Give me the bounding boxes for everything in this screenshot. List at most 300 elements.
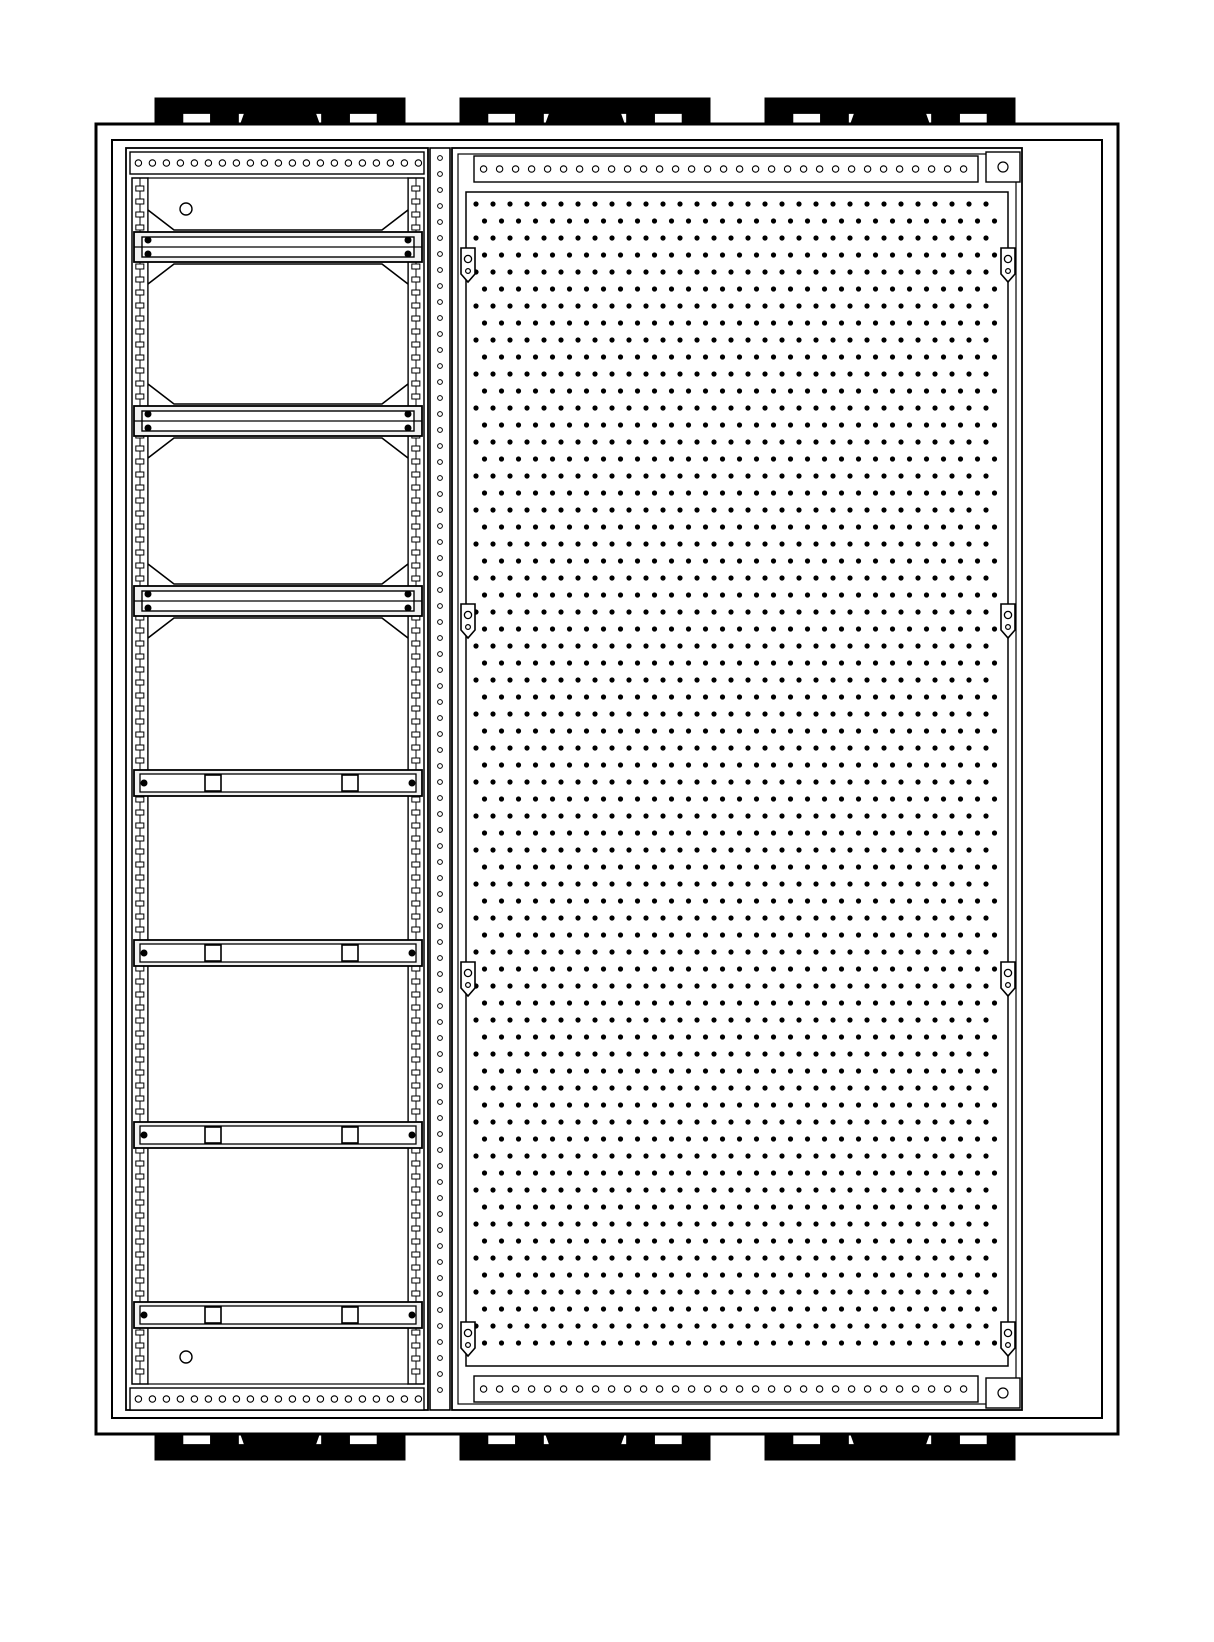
- rack-rail-right-hole: [412, 1278, 420, 1283]
- rack-top-hole-strip-hole: [401, 160, 407, 166]
- rack-rail-left-hole: [136, 693, 144, 698]
- divider-hole: [438, 1100, 443, 1105]
- divider-hole: [438, 572, 443, 577]
- rack-rail-right-hole: [412, 875, 420, 880]
- rack-rail-left-hole: [136, 1096, 144, 1101]
- divider-hole: [438, 284, 443, 289]
- vent-door-bottom-hole-strip-hole: [736, 1386, 742, 1392]
- rack-rail-left-hole: [136, 381, 144, 386]
- divider-hole: [438, 1084, 443, 1089]
- rack-rail-left-hole: [136, 1161, 144, 1166]
- divider-hole: [438, 652, 443, 657]
- divider-hole: [438, 380, 443, 385]
- rack-rail-left-hole: [136, 862, 144, 867]
- rack-rail-right-hole: [412, 329, 420, 334]
- rack-rail-right-hole: [412, 1187, 420, 1192]
- rack-rail-left-hole: [136, 1070, 144, 1075]
- divider-hole: [438, 988, 443, 993]
- panel-screw: [409, 780, 415, 786]
- rack-rail-left-hole: [136, 277, 144, 282]
- rack-rail-right-hole: [412, 628, 420, 633]
- rack-rail-right-hole: [412, 303, 420, 308]
- rack-rail-right-hole: [412, 1109, 420, 1114]
- divider-hole: [438, 924, 443, 929]
- shelf-screw: [405, 591, 411, 597]
- rack-rail-right-hole: [412, 1161, 420, 1166]
- rack-rail-left-hole: [136, 368, 144, 373]
- panel-tab-square-1: [205, 1307, 221, 1323]
- perforation-field-outline: [466, 192, 1008, 1366]
- divider-hole: [438, 876, 443, 881]
- divider-hole: [438, 620, 443, 625]
- rack-top-hole-strip-hole: [163, 160, 169, 166]
- rack-rail-left-hole: [136, 797, 144, 802]
- door-hinge-right-2-pin: [1004, 611, 1011, 618]
- rack-rail-left-hole: [136, 459, 144, 464]
- rack-bottom-hole-strip-hole: [331, 1396, 337, 1402]
- blank-panel-inset: [140, 1126, 416, 1144]
- rack-rail-right-hole: [412, 368, 420, 373]
- divider-hole: [438, 300, 443, 305]
- rack-rail-left-hole: [136, 472, 144, 477]
- divider-hole: [438, 1340, 443, 1345]
- rack-rail-left-hole: [136, 1057, 144, 1062]
- rack-rail-left-hole: [136, 823, 144, 828]
- divider-hole: [438, 252, 443, 257]
- rack-top-hole-strip-hole: [275, 160, 281, 166]
- shelf-screw: [405, 605, 411, 611]
- rack-rail-right-hole: [412, 745, 420, 750]
- vent-door-bottom-hole-strip-hole: [928, 1386, 934, 1392]
- rack-rail-right-hole: [412, 446, 420, 451]
- divider-hole: [438, 172, 443, 177]
- rack-bottom-hole-strip-hole: [191, 1396, 197, 1402]
- rack-top-hole-strip-hole: [247, 160, 253, 166]
- panel-tab-square-2: [342, 1307, 358, 1323]
- divider-hole: [438, 972, 443, 977]
- vent-door-bottom-hole-strip-hole: [688, 1386, 694, 1392]
- vent-door-bottom-hole-strip-hole: [544, 1386, 550, 1392]
- rack-rail-left-hole: [136, 810, 144, 815]
- vent-door-bottom-hole-strip-hole: [864, 1386, 870, 1392]
- rack-rail-right-hole: [412, 1252, 420, 1257]
- divider-hole: [438, 844, 443, 849]
- vent-door-top-hole-strip-hole: [928, 166, 934, 172]
- rack-rail-left-hole: [136, 680, 144, 685]
- divider-hole: [438, 508, 443, 513]
- rack-rail-left-hole: [136, 524, 144, 529]
- shelf-5: [134, 940, 422, 966]
- shelf-screw: [145, 425, 151, 431]
- panel-tab-square-1: [205, 945, 221, 961]
- corner-block-hole: [998, 1388, 1008, 1398]
- perforated-vent-door: [452, 148, 1022, 1410]
- rack-bottom-hole-strip-hole: [359, 1396, 365, 1402]
- rack-rail-right-hole: [412, 524, 420, 529]
- vent-door-bottom-hole-strip-hole: [768, 1386, 774, 1392]
- rack-rail-right-hole: [412, 459, 420, 464]
- door-hinge-right-4-screw: [1006, 1343, 1011, 1348]
- bay-screw-hole-2: [180, 1351, 192, 1363]
- rack-bottom-hole-strip-hole: [205, 1396, 211, 1402]
- rack-rail-left-hole: [136, 1356, 144, 1361]
- rack-rail-left-hole: [136, 394, 144, 399]
- rack-rail-left-hole: [136, 1226, 144, 1231]
- rack-rail-right-hole: [412, 667, 420, 672]
- rack-rail-left-hole: [136, 1291, 144, 1296]
- rack-bottom-hole-strip-hole: [373, 1396, 379, 1402]
- rack-rail-right-hole: [412, 1070, 420, 1075]
- rack-rail-right-hole: [412, 1083, 420, 1088]
- rack-rail-left-hole: [136, 706, 144, 711]
- vent-door-bottom-hole-strip-hole: [608, 1386, 614, 1392]
- divider-hole: [438, 1052, 443, 1057]
- center-divider-column: [430, 148, 450, 1410]
- rack-rail-right-hole: [412, 888, 420, 893]
- door-hinge-left-1-pin: [464, 255, 471, 262]
- rack-rail-right-hole: [412, 290, 420, 295]
- rack-rail-right-hole: [412, 212, 420, 217]
- divider-hole: [438, 364, 443, 369]
- divider-hole: [438, 460, 443, 465]
- divider-hole: [438, 812, 443, 817]
- rack-rail-left-hole: [136, 875, 144, 880]
- rack-rail-left-hole: [136, 654, 144, 659]
- door-hinge-left-4: [461, 1322, 475, 1356]
- divider-hole: [438, 700, 443, 705]
- rack-rail-right-hole: [412, 225, 420, 230]
- vent-door-top-hole-strip-hole: [608, 166, 614, 172]
- rack-rail-right-hole: [412, 342, 420, 347]
- divider-hole: [438, 892, 443, 897]
- vent-door-top-hole-strip-hole: [880, 166, 886, 172]
- rack-rail-left-hole: [136, 1369, 144, 1374]
- shelf-4: [134, 770, 422, 796]
- door-hinge-right-1-pin: [1004, 255, 1011, 262]
- vent-door-bottom-hole-strip-hole: [592, 1386, 598, 1392]
- rack-rail-right-hole: [412, 1369, 420, 1374]
- rack-bottom-hole-strip-hole: [345, 1396, 351, 1402]
- rack-rail-left-hole: [136, 1031, 144, 1036]
- rack-top-hole-strip-hole: [373, 160, 379, 166]
- rack-bottom-hole-strip-hole: [303, 1396, 309, 1402]
- shelf-screw: [145, 591, 151, 597]
- door-hinge-right-3: [1001, 962, 1015, 996]
- vent-door-top-hole-strip-hole: [752, 166, 758, 172]
- vent-door-top-hole-strip-hole: [688, 166, 694, 172]
- rack-rail-right-hole: [412, 537, 420, 542]
- rack-rail-right-hole: [412, 836, 420, 841]
- divider-hole: [438, 1260, 443, 1265]
- vent-door-bottom-hole-strip-hole: [720, 1386, 726, 1392]
- rack-rail-left-hole: [136, 199, 144, 204]
- rack-rail-left-hole: [136, 1252, 144, 1257]
- door-hinge-left-3-pin: [464, 969, 471, 976]
- vent-door-bottom-hole-strip-hole: [480, 1386, 486, 1392]
- divider-hole: [438, 764, 443, 769]
- blank-panel-inset: [140, 774, 416, 792]
- divider-hole: [438, 716, 443, 721]
- rack-rail-right-hole: [412, 316, 420, 321]
- door-hinge-left-2: [461, 604, 475, 638]
- shelf-screw: [405, 411, 411, 417]
- divider-hole: [438, 860, 443, 865]
- rack-rail-right-hole: [412, 381, 420, 386]
- rack-rail-right-hole: [412, 355, 420, 360]
- divider-hole: [438, 524, 443, 529]
- rack-top-hole-strip-hole: [135, 160, 141, 166]
- shelf-screw: [405, 237, 411, 243]
- rack-rail-left-hole: [136, 1109, 144, 1114]
- vent-door-bottom-hole-strip-hole: [816, 1386, 822, 1392]
- vent-door-top-hole-strip-hole: [528, 166, 534, 172]
- vent-door-top-hole-strip-hole: [800, 166, 806, 172]
- top-bracket-hump-2: [545, 98, 625, 126]
- divider-hole: [438, 348, 443, 353]
- vent-door-top-hole-strip-hole: [816, 166, 822, 172]
- rack-rail-left-hole: [136, 563, 144, 568]
- vent-door-top-hole-strip-hole: [720, 166, 726, 172]
- divider-hole: [438, 1132, 443, 1137]
- divider-hole: [438, 1388, 443, 1393]
- rack-rail-right-hole: [412, 758, 420, 763]
- rack-rail-right-hole: [412, 732, 420, 737]
- bottom-bracket-hump-2: [545, 1432, 625, 1460]
- rack-rail-left-hole: [136, 1083, 144, 1088]
- rack-rail-right-hole: [412, 1330, 420, 1335]
- rack-rail-left-hole: [136, 732, 144, 737]
- corner-block-hole: [998, 162, 1008, 172]
- vent-door-top-hole-strip-hole: [640, 166, 646, 172]
- blank-panel-inset: [140, 944, 416, 962]
- divider-hole: [438, 492, 443, 497]
- divider-hole: [438, 1372, 443, 1377]
- vent-door-bottom-hole-strip-hole: [784, 1386, 790, 1392]
- rack-rail-left-hole: [136, 901, 144, 906]
- divider-hole: [438, 316, 443, 321]
- rack-rail-right-hole: [412, 797, 420, 802]
- rack-rail-right-hole: [412, 914, 420, 919]
- rack-rail-right-hole: [412, 1291, 420, 1296]
- rack-bottom-hole-strip-hole: [219, 1396, 225, 1402]
- door-hinge-right-2: [1001, 604, 1015, 638]
- rack-rail-left-hole: [136, 758, 144, 763]
- vent-door-bottom-hole-strip-hole: [752, 1386, 758, 1392]
- divider-hole: [438, 748, 443, 753]
- rack-rail-left-hole: [136, 537, 144, 542]
- vent-door-top-hole-strip-hole: [544, 166, 550, 172]
- rack-rail-right-hole: [412, 1200, 420, 1205]
- panel-screw: [409, 950, 415, 956]
- rack-rail-left-hole: [136, 745, 144, 750]
- rack-rail-right-hole: [412, 1343, 420, 1348]
- rack-top-hole-strip-hole: [317, 160, 323, 166]
- rack-rail-left-hole: [136, 1343, 144, 1348]
- rack-rail-left-hole: [136, 641, 144, 646]
- rack-rail-left-hole: [136, 1239, 144, 1244]
- rack-bottom-hole-strip-hole: [289, 1396, 295, 1402]
- vent-door-bottom-hole-strip-hole: [672, 1386, 678, 1392]
- panel-screw: [141, 780, 147, 786]
- rack-rail-left-hole: [136, 1005, 144, 1010]
- panel-screw: [141, 1312, 147, 1318]
- panel-screw: [141, 950, 147, 956]
- rack-top-hole-strip-hole: [177, 160, 183, 166]
- rack-rail-left-hole: [136, 576, 144, 581]
- divider-hole: [438, 396, 443, 401]
- divider-hole: [438, 956, 443, 961]
- divider-hole: [438, 540, 443, 545]
- divider-hole: [438, 1276, 443, 1281]
- equipment-rack-bay: [126, 148, 428, 1410]
- rack-rail-left-hole: [136, 836, 144, 841]
- vent-door-bottom-hole-strip-hole: [960, 1386, 966, 1392]
- rack-rail-right-hole: [412, 901, 420, 906]
- rack-rail-right-hole: [412, 1226, 420, 1231]
- panel-screw: [141, 1132, 147, 1138]
- rack-rail-left-hole: [136, 1044, 144, 1049]
- vent-door-bottom-hole-strip-hole: [832, 1386, 838, 1392]
- rack-rail-right-hole: [412, 1356, 420, 1361]
- blank-panel-inset: [140, 1306, 416, 1324]
- shelf-screw: [145, 411, 151, 417]
- rack-rail-left-hole: [136, 1265, 144, 1270]
- divider-hole: [438, 412, 443, 417]
- rack-top-hole-strip-hole: [191, 160, 197, 166]
- rack-rail-left-hole: [136, 1213, 144, 1218]
- rack-rail-right-hole: [412, 719, 420, 724]
- rack-top-hole-strip-hole: [149, 160, 155, 166]
- panel-screw: [409, 1312, 415, 1318]
- rack-rail-left-hole: [136, 1174, 144, 1179]
- rack-rail-right-hole: [412, 498, 420, 503]
- rack-bottom-hole-strip-hole: [149, 1396, 155, 1402]
- vent-door-top-hole-strip-hole: [784, 166, 790, 172]
- door-hinge-left-2-screw: [466, 625, 471, 630]
- rack-rail-left-hole: [136, 355, 144, 360]
- divider-hole: [438, 444, 443, 449]
- divider-hole: [438, 780, 443, 785]
- divider-hole: [438, 188, 443, 193]
- rack-rail-left-hole: [136, 303, 144, 308]
- divider-hole: [438, 1356, 443, 1361]
- door-hinge-left-3-screw: [466, 983, 471, 988]
- vent-door-top-hole-strip-hole: [560, 166, 566, 172]
- door-hinge-right-4: [1001, 1322, 1015, 1356]
- rack-rail-right-hole: [412, 927, 420, 932]
- divider-hole: [438, 1164, 443, 1169]
- door-hinge-left-1: [461, 248, 475, 282]
- vent-door-bottom-hole-strip-hole: [704, 1386, 710, 1392]
- vent-door-top-hole-strip-hole: [624, 166, 630, 172]
- rack-rail-right-hole: [412, 1005, 420, 1010]
- rack-rail-left-hole: [136, 212, 144, 217]
- vent-door-top-hole-strip-hole: [864, 166, 870, 172]
- divider-hole: [438, 940, 443, 945]
- rack-rail-left-hole: [136, 186, 144, 191]
- divider-hole: [438, 1228, 443, 1233]
- rack-bottom-hole-strip-hole: [163, 1396, 169, 1402]
- rack-rail-right-hole: [412, 992, 420, 997]
- vent-door-bottom-hole-strip-hole: [528, 1386, 534, 1392]
- vent-door-bottom-hole-strip-hole: [912, 1386, 918, 1392]
- vent-door-bottom-hole-strip-hole: [640, 1386, 646, 1392]
- rack-bottom-hole-strip-hole: [317, 1396, 323, 1402]
- rack-rail-left-hole: [136, 719, 144, 724]
- vent-door-top-hole-strip-hole: [832, 166, 838, 172]
- rack-rail-right-hole: [412, 550, 420, 555]
- vent-door-bottom-hole-strip-hole: [848, 1386, 854, 1392]
- rack-top-hole-strip-hole: [359, 160, 365, 166]
- divider-hole: [438, 1324, 443, 1329]
- vent-door-bottom-hole-strip-hole: [800, 1386, 806, 1392]
- top-bracket-hump-1: [240, 98, 320, 126]
- rack-rail-left-hole: [136, 550, 144, 555]
- vent-door-top-hole-strip-hole: [736, 166, 742, 172]
- door-hinge-left-4-pin: [464, 1329, 471, 1336]
- rack-bottom-hole-strip-hole: [261, 1396, 267, 1402]
- rack-top-hole-strip-hole: [415, 160, 421, 166]
- door-hinge-right-4-pin: [1004, 1329, 1011, 1336]
- divider-hole: [438, 588, 443, 593]
- rack-rail-left-hole: [136, 927, 144, 932]
- rack-rail-left-hole: [136, 264, 144, 269]
- panel-tab-square-2: [342, 1127, 358, 1143]
- door-hinge-right-3-screw: [1006, 983, 1011, 988]
- rack-bottom-hole-strip-hole: [177, 1396, 183, 1402]
- rack-rail-left-hole: [136, 667, 144, 672]
- rack-rail-right-hole: [412, 1213, 420, 1218]
- divider-hole: [438, 268, 443, 273]
- divider-hole: [438, 332, 443, 337]
- rack-rail-right-hole: [412, 264, 420, 269]
- rack-rail-right-hole: [412, 576, 420, 581]
- door-hinge-right-1: [1001, 248, 1015, 282]
- divider-hole: [438, 636, 443, 641]
- rack-top-hole-strip-hole: [345, 160, 351, 166]
- rack-rail-right-hole: [412, 1018, 420, 1023]
- shelf-screw: [405, 251, 411, 257]
- panel-screw: [409, 1132, 415, 1138]
- rack-rail-right-hole: [412, 810, 420, 815]
- door-hinge-right-3-pin: [1004, 969, 1011, 976]
- divider-hole: [438, 732, 443, 737]
- bottom-bracket-hump-3: [850, 1432, 930, 1460]
- divider-hole: [438, 1196, 443, 1201]
- shelf-screw: [405, 425, 411, 431]
- rack-rail-right-hole: [412, 1174, 420, 1179]
- divider-hole: [438, 1308, 443, 1313]
- panel-tab-square-2: [342, 945, 358, 961]
- divider-hole: [438, 604, 443, 609]
- door-hinge-left-2-pin: [464, 611, 471, 618]
- door-hinge-left-4-screw: [466, 1343, 471, 1348]
- bay-screw-hole-1: [180, 203, 192, 215]
- vent-door-bottom-hole-strip-hole: [624, 1386, 630, 1392]
- vent-door-bottom-hole-strip-hole: [496, 1386, 502, 1392]
- rack-rail-right-hole: [412, 680, 420, 685]
- divider-hole: [438, 1068, 443, 1073]
- rack-top-hole-strip-hole: [261, 160, 267, 166]
- divider-hole: [438, 220, 443, 225]
- divider-hole: [438, 428, 443, 433]
- rack-rail-left-hole: [136, 914, 144, 919]
- divider-hole: [438, 684, 443, 689]
- rack-rail-right-hole: [412, 706, 420, 711]
- rack-top-hole-strip-hole: [289, 160, 295, 166]
- rack-rail-right-hole: [412, 511, 420, 516]
- rack-top-hole-strip-hole: [205, 160, 211, 166]
